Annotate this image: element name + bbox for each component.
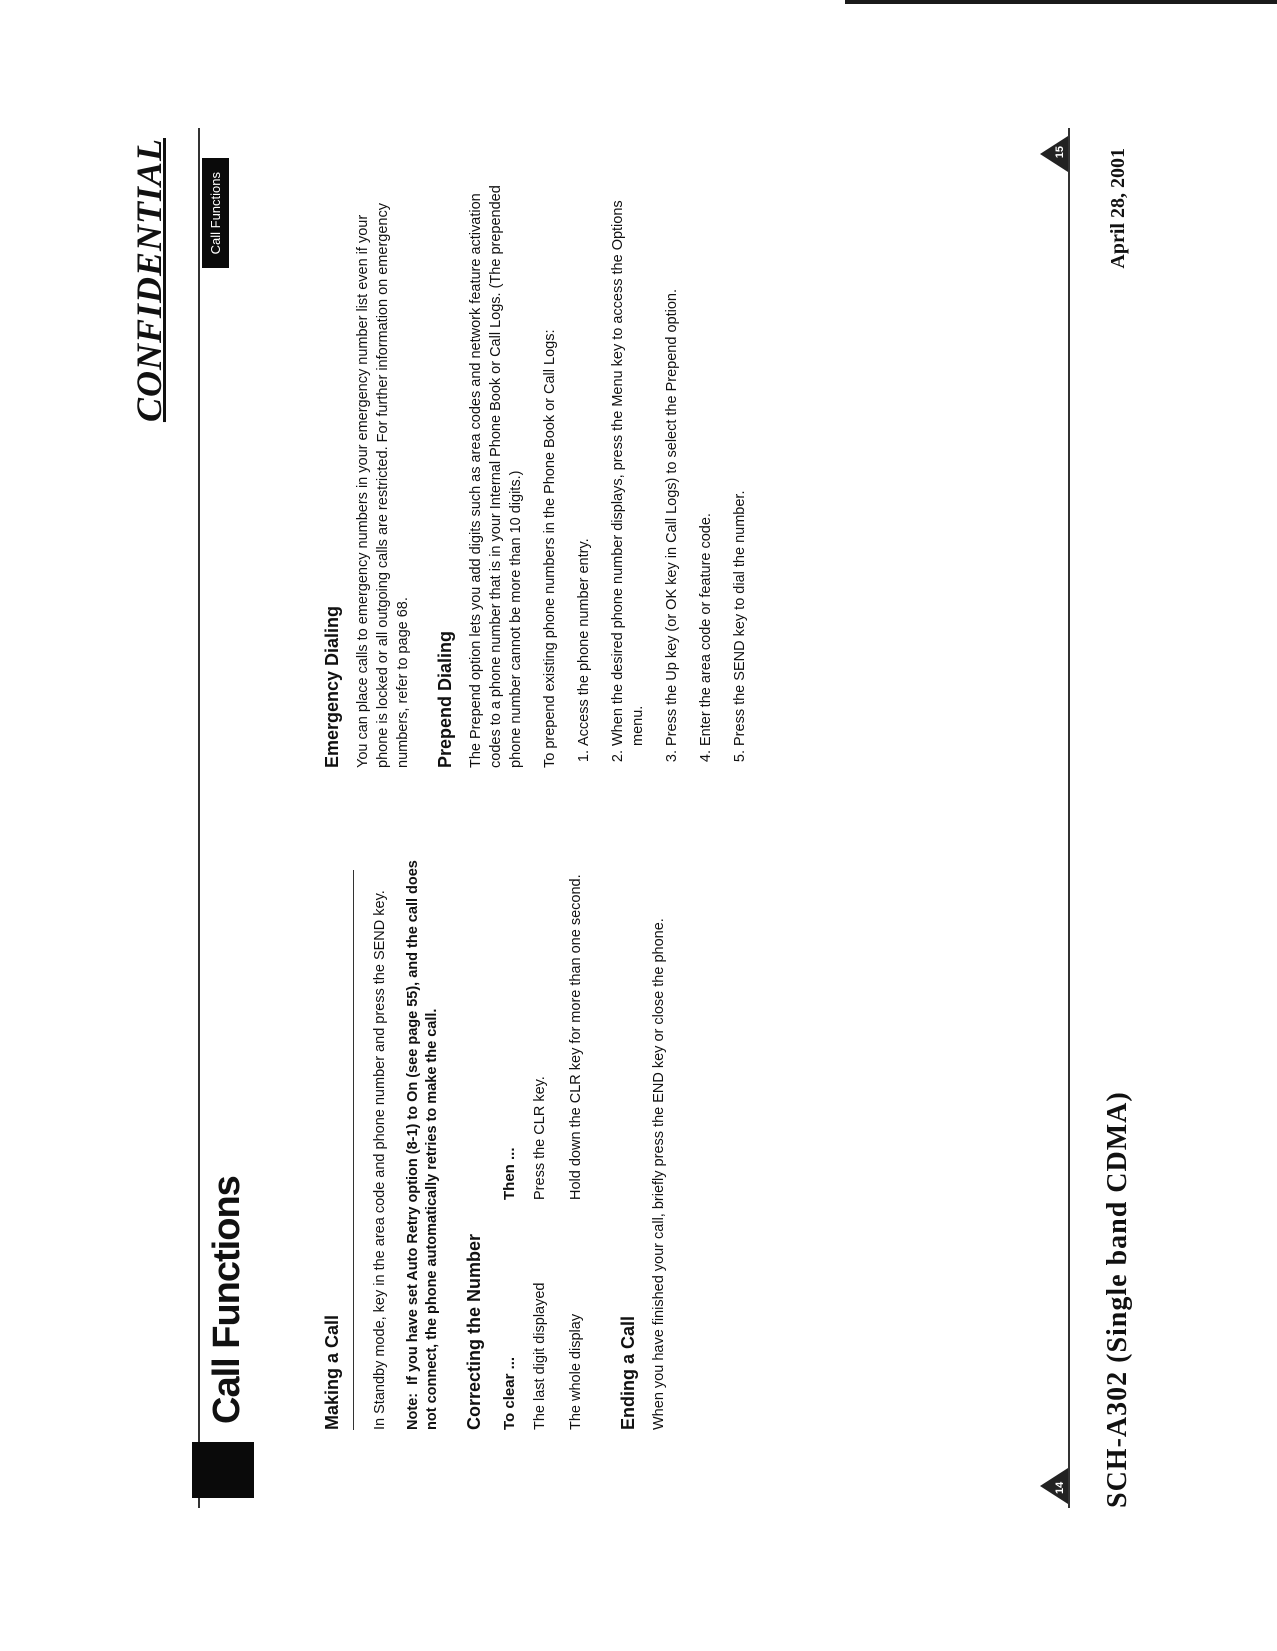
prepend-steps bbox=[574, 178, 750, 768]
emergency-body: You can place calls to emergency numbers in your emergency number list even if your phone is locked or all outgoing calls are restricted. For further information on emergency numbers, refer to page 68. bbox=[355, 203, 411, 768]
manual-page-spread bbox=[129, 128, 1133, 1508]
table-cell: The last digit displayed bbox=[532, 1282, 548, 1430]
prepend-heading: Prepend Dialing bbox=[435, 630, 455, 768]
list-item: 1. Access the phone number entry. bbox=[574, 178, 594, 746]
footer-date: April 28, 2001 bbox=[1107, 148, 1129, 269]
prepend-body: The Prepend option lets you add digits such as area codes and network feature activation codes to a phone number that is in your Internal Phone Book or Call Logs. (The prepended phone number cannot be more than 10 digits.) bbox=[468, 185, 524, 768]
prepend-intro: To prepend existing phone numbers in the Phone Book or Call Logs: bbox=[542, 329, 558, 768]
section-tab: Call Functions bbox=[202, 158, 229, 268]
confidential-stamp: CONFIDENTIAL bbox=[129, 138, 169, 423]
page-number-right: 15 bbox=[1054, 146, 1066, 159]
header-rule bbox=[198, 128, 200, 1508]
making-call-body: In Standby mode, key in the area code and phone number and press the SEND key. bbox=[372, 890, 388, 1430]
list-item: 5. Press the SEND key to dial the number. bbox=[730, 178, 750, 746]
section-rule bbox=[353, 870, 354, 1430]
note-label: Note: bbox=[405, 1392, 421, 1430]
footer-model: SCH-A302 (Single band CDMA) bbox=[1102, 1091, 1133, 1508]
table-header-to-clear: To clear ... bbox=[501, 1356, 518, 1430]
scan-artifact-line bbox=[845, 0, 1277, 4]
footer-rule bbox=[1068, 128, 1070, 1508]
page-number-left: 14 bbox=[1054, 1481, 1066, 1494]
left-column bbox=[300, 850, 683, 1430]
making-call-heading: Making a Call bbox=[322, 1314, 342, 1430]
table-cell: The whole display bbox=[568, 1313, 584, 1430]
list-item: 3. Press the Up key (or OK key in Call Logs) to select the Prepend option. bbox=[662, 178, 682, 746]
ending-body: When you have finished your call, briefly press the END key or close the phone. bbox=[651, 918, 667, 1430]
table-header-then: Then ... bbox=[501, 1147, 518, 1200]
ending-heading: Ending a Call bbox=[618, 1315, 638, 1430]
note-paragraph bbox=[404, 850, 442, 1430]
page-title: Call Functions bbox=[206, 1176, 248, 1424]
right-column bbox=[300, 178, 764, 768]
table-cell: Hold down the CLR key for more than one second. bbox=[568, 874, 584, 1200]
emergency-heading: Emergency Dialing bbox=[322, 605, 342, 768]
table-row bbox=[560, 870, 596, 1430]
list-item: 2. When the desired phone number displays, press the Menu key to access the Options menu. bbox=[608, 178, 648, 746]
table-row bbox=[524, 870, 560, 1430]
note-text: If you have set Auto Retry option (8-1) to On (see page 55), and the call does not connect, the phone automatically retries to make the call. bbox=[405, 860, 440, 1430]
correcting-heading: Correcting the Number bbox=[464, 1233, 484, 1430]
table-cell: Press the CLR key. bbox=[532, 1076, 548, 1200]
correcting-table bbox=[495, 870, 596, 1430]
chapter-tab-marker bbox=[192, 1442, 254, 1498]
list-item: 4. Enter the area code or feature code. bbox=[696, 178, 716, 746]
